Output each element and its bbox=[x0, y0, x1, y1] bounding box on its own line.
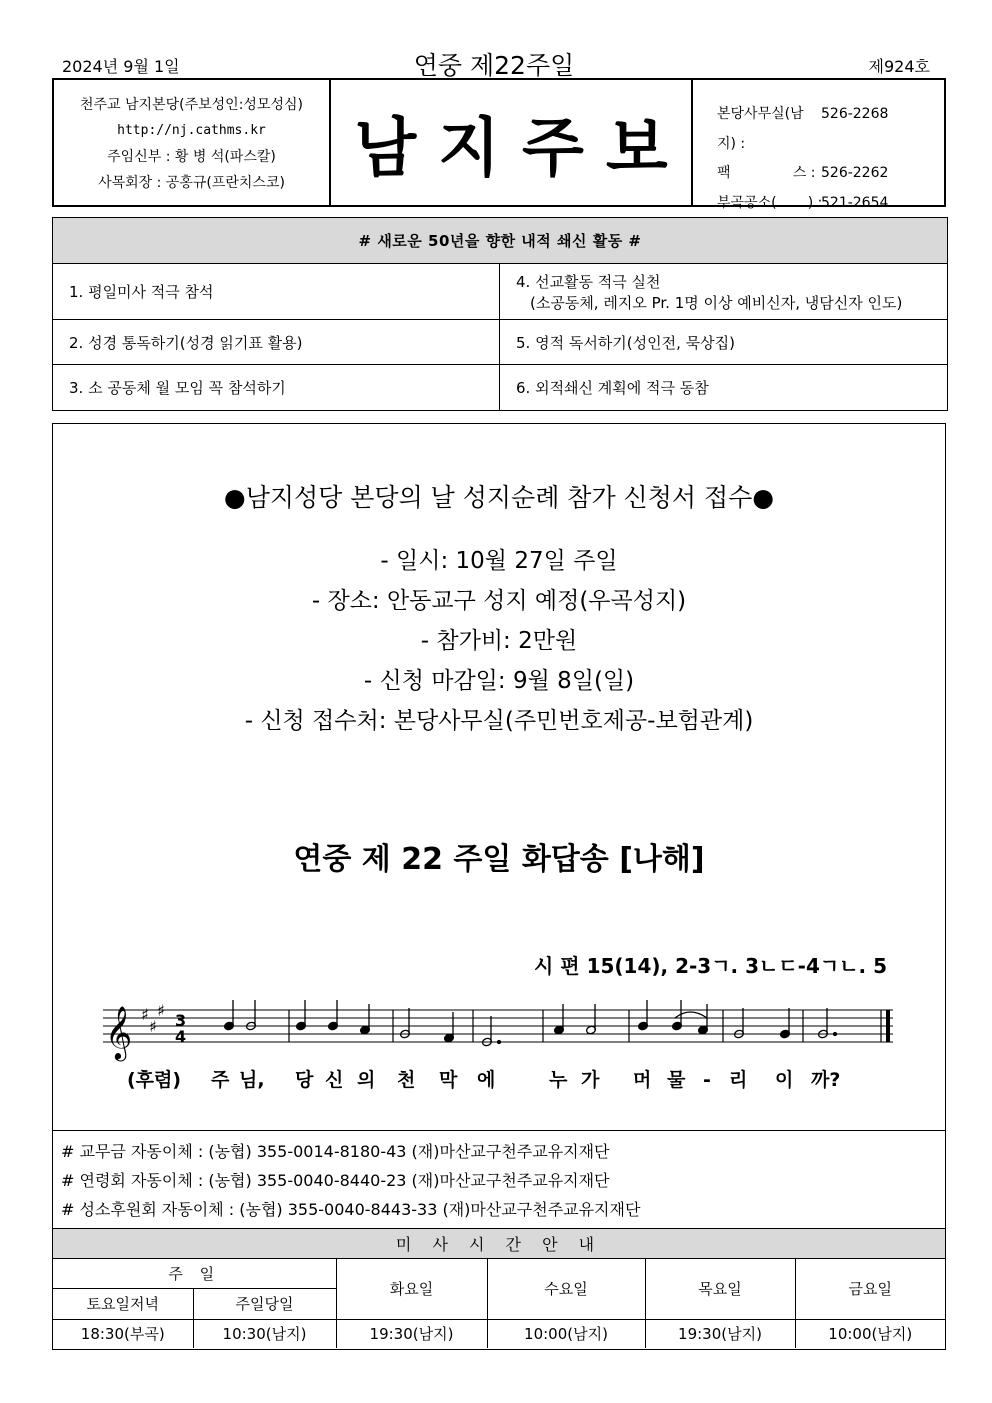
saturday-evening-header: 토요일저녁 bbox=[53, 1288, 193, 1319]
friday-header: 금요일 bbox=[795, 1259, 945, 1319]
pilgrimage-deadline: - 신청 마감일: 9월 8일(일) bbox=[363, 668, 635, 694]
lyric-syllable: 에 bbox=[477, 1069, 496, 1091]
thursday-header: 목요일 bbox=[645, 1259, 795, 1319]
lyric-syllable: 의 bbox=[357, 1069, 376, 1091]
staff-lines bbox=[103, 1010, 893, 1042]
wednesday-header: 수요일 bbox=[487, 1259, 645, 1319]
issue-number: 제924호 bbox=[868, 57, 930, 76]
activities-title: # 새로운 50년을 향한 내적 쇄신 활동 # bbox=[53, 218, 947, 264]
mass-time: 19:30(남지) bbox=[645, 1319, 795, 1348]
mass-schedule-table bbox=[53, 1259, 945, 1348]
table-row bbox=[53, 1259, 945, 1288]
lyric-syllable: 누 bbox=[549, 1069, 568, 1091]
pilgrimage-office: - 신청 접수처: 본당사무실(주민번호제공-보험관계) bbox=[244, 708, 754, 734]
pastor-name: 주임신부 : 황 병 석(파스칼) bbox=[107, 149, 276, 165]
activity-row bbox=[53, 320, 947, 365]
masthead bbox=[52, 78, 946, 211]
lyric-syllable: 막 bbox=[439, 1069, 458, 1091]
final-barline bbox=[886, 1010, 890, 1042]
council-president: 사목회장 : 공홍규(프란치스코) bbox=[98, 175, 285, 191]
issue-date: 2024년 9월 1일 bbox=[62, 57, 180, 76]
table-row bbox=[53, 1319, 945, 1348]
lyric-syllable: 까? bbox=[811, 1069, 841, 1091]
contact-info bbox=[693, 80, 944, 211]
refrain-label: (후렴) bbox=[127, 1069, 182, 1091]
psalm-score bbox=[103, 996, 903, 1106]
contact-office: 본당사무실(남지) : 526-2268 bbox=[717, 106, 889, 152]
pilgrimage-place: - 장소: 안동교구 성지 예정(우곡성지) bbox=[311, 588, 687, 614]
activity-item: 5. 영적 독서하기(성인전, 묵상집) bbox=[516, 333, 735, 352]
activity-item: 2. 성경 통독하기(성경 읽기표 활용) bbox=[53, 320, 500, 364]
time-signature-top: 3 bbox=[175, 1011, 187, 1030]
main-content bbox=[52, 423, 946, 1350]
sunday-header: 주 일 bbox=[53, 1259, 336, 1288]
transfer-contribution: # 교무금 자동이체 : (농협) 355-0014-8180-43 (재)마산교구천주교유지재단 bbox=[61, 1142, 610, 1161]
mass-time: 10:30(남지) bbox=[193, 1319, 336, 1348]
transfer-vocation: # 성소후원회 자동이체 : (농협) 355-0040-8443-33 (재)마산교구천주교유지재단 bbox=[61, 1200, 641, 1219]
renewal-activities bbox=[52, 217, 948, 411]
contact-bugok: 부곡공소( ) : 521-2654 bbox=[717, 194, 889, 211]
parish-url[interactable]: http://nj.cathms.kr bbox=[117, 123, 266, 138]
logo-area bbox=[331, 80, 693, 205]
lyric-syllable: - bbox=[703, 1069, 711, 1091]
pilgrimage-title: ●남지성당 본당의 날 성지순례 참가 신청서 접수● bbox=[223, 483, 775, 512]
pilgrimage-details bbox=[53, 541, 945, 741]
time-signature-bottom: 4 bbox=[175, 1027, 187, 1046]
activity-row bbox=[53, 264, 947, 320]
liturgical-week: 연중 제22주일 bbox=[413, 51, 575, 80]
lyric-syllable: 신 bbox=[325, 1069, 344, 1091]
treble-clef-icon: 𝄞 bbox=[105, 1005, 133, 1059]
top-line bbox=[52, 46, 936, 80]
lyric-syllable: 가 bbox=[581, 1069, 600, 1091]
sunday-day-header: 주일당일 bbox=[193, 1288, 336, 1319]
lyric-syllable: 당 bbox=[295, 1069, 314, 1091]
bulletin-logo: 남지주보 bbox=[354, 110, 690, 186]
pilgrimage-fee: - 참가비: 2만원 bbox=[420, 628, 578, 654]
mass-time: 10:00(남지) bbox=[487, 1319, 645, 1348]
activity-item: 4. 선교활동 적극 실천 (소공동체, 레지오 Pr. 1명 이상 예비신자, 냉담신자 인도) bbox=[516, 272, 903, 312]
notes bbox=[224, 1000, 837, 1047]
sharp-icon: ♯ bbox=[149, 1017, 157, 1036]
activity-item: 1. 평일미사 적극 참석 bbox=[53, 264, 500, 319]
parish-info bbox=[54, 80, 331, 205]
auto-transfer-info bbox=[53, 1130, 945, 1224]
mass-time: 18:30(부곡) bbox=[53, 1319, 193, 1348]
lyric-syllable: 천 bbox=[397, 1069, 416, 1091]
lyrics bbox=[127, 1068, 840, 1091]
activity-row bbox=[53, 365, 947, 410]
psalm-title: 연중 제 22 주일 화답송 [나해] bbox=[293, 842, 705, 877]
activity-item: 6. 외적쇄신 계획에 적극 동참 bbox=[516, 379, 709, 397]
sharp-icon: ♯ bbox=[157, 1001, 165, 1020]
activity-item: 3. 소 공동체 월 모임 꼭 참석하기 bbox=[53, 365, 500, 410]
mass-time: 10:00(남지) bbox=[795, 1319, 945, 1348]
tuesday-header: 화요일 bbox=[336, 1259, 487, 1319]
lyric-syllable: 물 bbox=[667, 1069, 686, 1091]
lyric-syllable: 리 bbox=[729, 1069, 748, 1091]
mass-time: 19:30(남지) bbox=[336, 1319, 487, 1348]
pilgrimage-date: - 일시: 10월 27일 주일 bbox=[380, 548, 618, 574]
parish-name: 천주교 남지본당(주보성인:성모성심) bbox=[80, 97, 303, 113]
lyric-syllable: 머 bbox=[633, 1069, 652, 1091]
transfer-funeral: # 연령회 자동이체 : (농협) 355-0040-8440-23 (재)마산교구천주교유지재단 bbox=[61, 1171, 610, 1190]
psalm-reference: 시 편 15(14), 2-3ㄱ. 3ㄴㄷ-4ㄱㄴ. 5 bbox=[534, 954, 887, 978]
sharp-icon: ♯ bbox=[141, 1005, 149, 1024]
lyric-syllable: 주 bbox=[211, 1069, 230, 1091]
contact-fax: 팩 스 : 526-2262 bbox=[717, 165, 889, 181]
mass-schedule-title: 미 사 시 간 안 내 bbox=[53, 1228, 945, 1259]
lyric-syllable: 이 bbox=[775, 1069, 794, 1091]
lyric-syllable: 님, bbox=[239, 1069, 265, 1091]
